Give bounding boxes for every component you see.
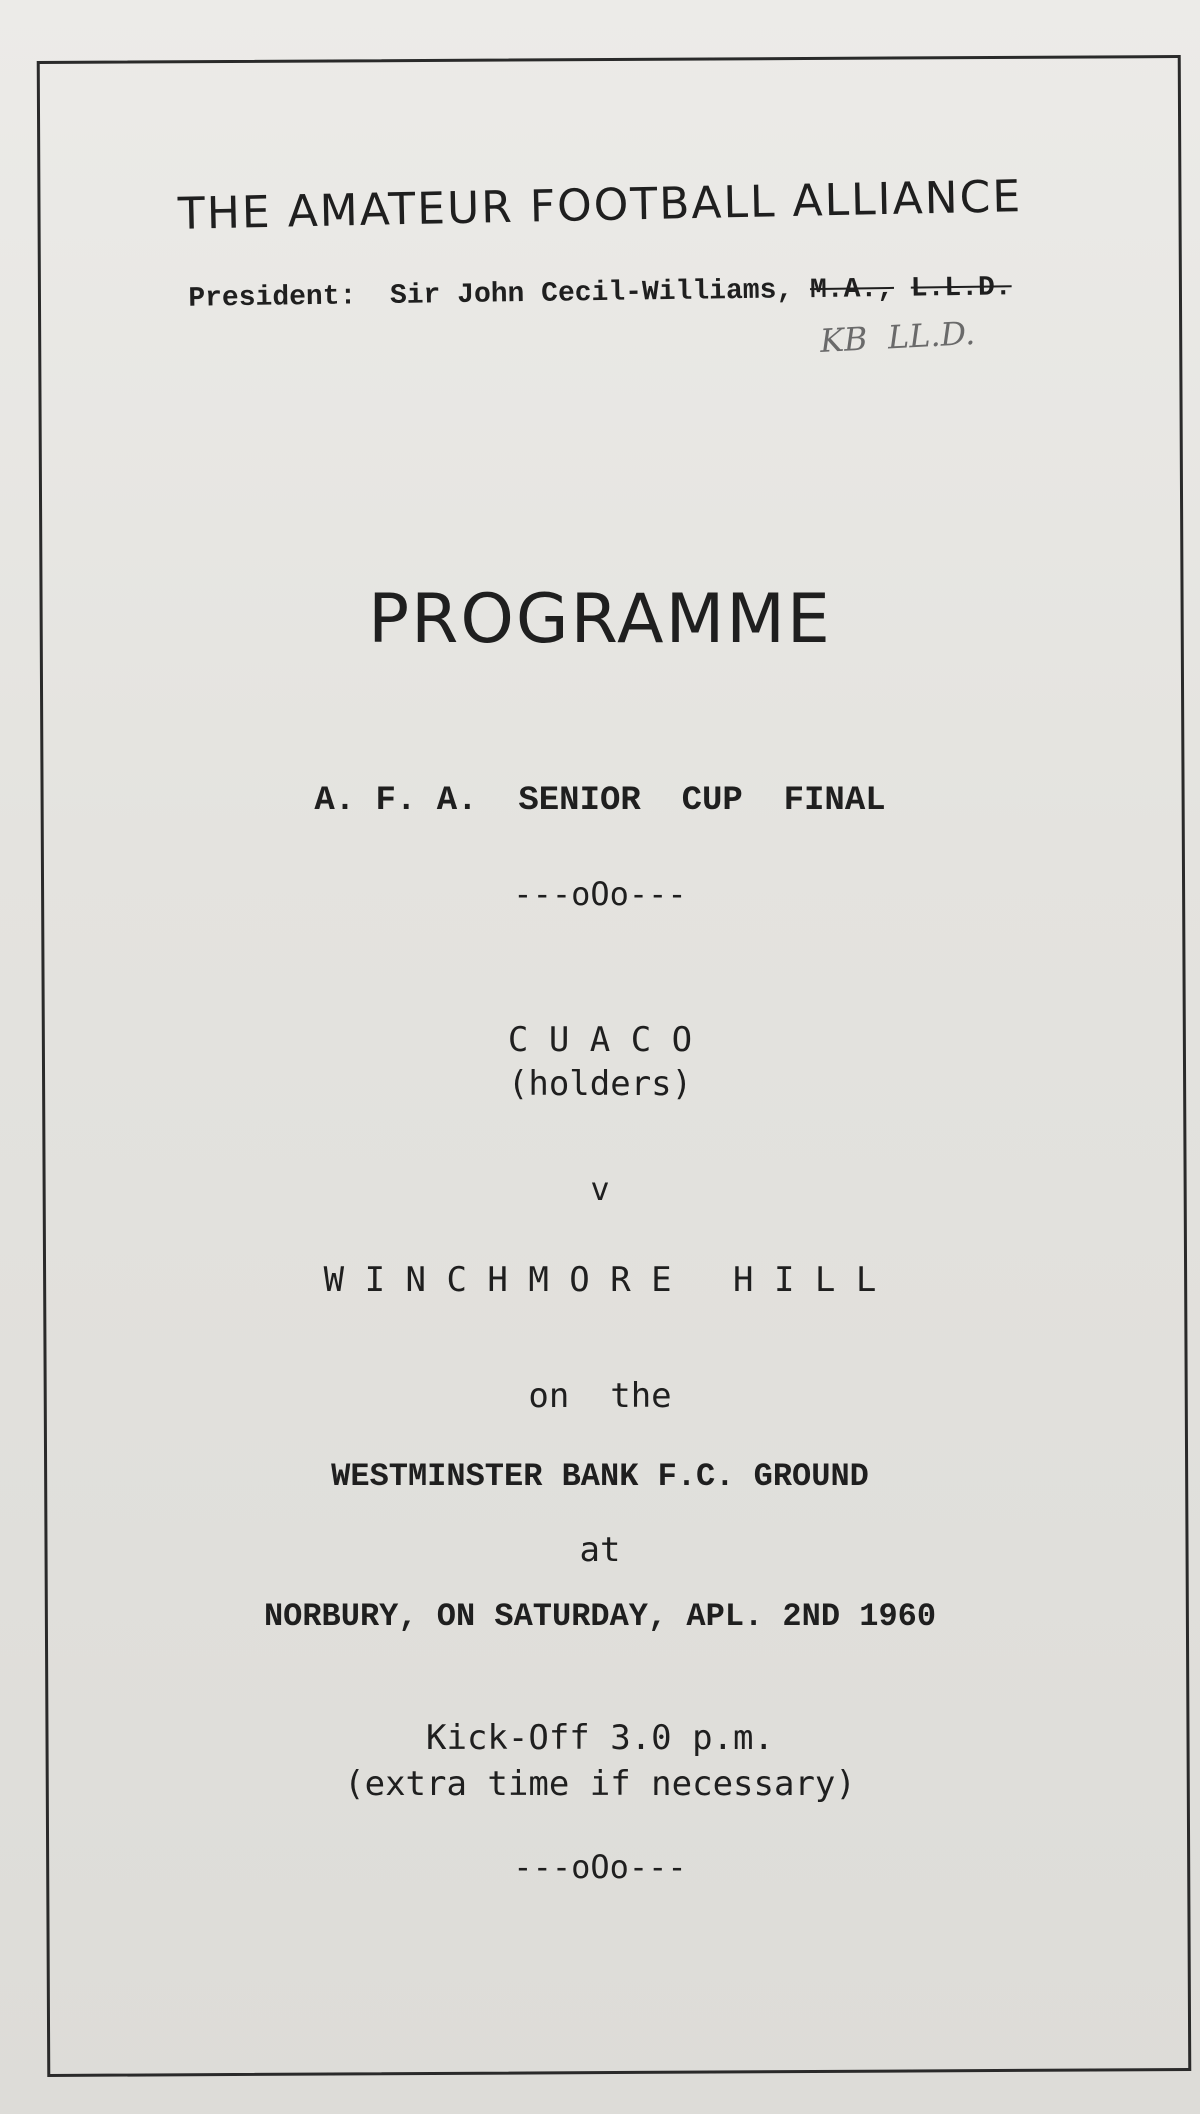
away-team: W I N C H M O R E H I L L (323, 1260, 877, 1300)
on-the-label: on the (528, 1376, 672, 1416)
at-label: at (579, 1530, 621, 1570)
president-name: Sir John Cecil-Williams, (389, 275, 794, 312)
organisation-title: THE AMATEUR FOOTBALL ALLIANCE (177, 171, 1023, 240)
president-degree-lld: L.L.D. (910, 272, 1012, 305)
kickoff-time: Kick-Off 3.0 p.m. (426, 1718, 774, 1758)
venue-date: NORBURY, ON SATURDAY, APL. 2ND 1960 (263, 1598, 937, 1635)
competition-title: A. F. A. SENIOR CUP FINAL (314, 782, 886, 820)
divider-bottom: ---oOo--- (513, 1848, 687, 1886)
divider-top: ---oOo--- (513, 875, 687, 913)
home-team-note: (holders) (507, 1064, 693, 1104)
extra-time-note: (extra time if necessary) (344, 1764, 856, 1804)
programme-title: PROGRAMME (368, 580, 832, 659)
versus-label: v (590, 1170, 610, 1208)
home-team: C U A C O (507, 1020, 693, 1060)
handwritten-correction: KB LL.D. (819, 313, 977, 361)
ground-name: WESTMINSTER BANK F.C. GROUND (331, 1458, 869, 1495)
president-label: President: (188, 281, 357, 315)
president-degree-ma: M.A., (809, 273, 895, 307)
